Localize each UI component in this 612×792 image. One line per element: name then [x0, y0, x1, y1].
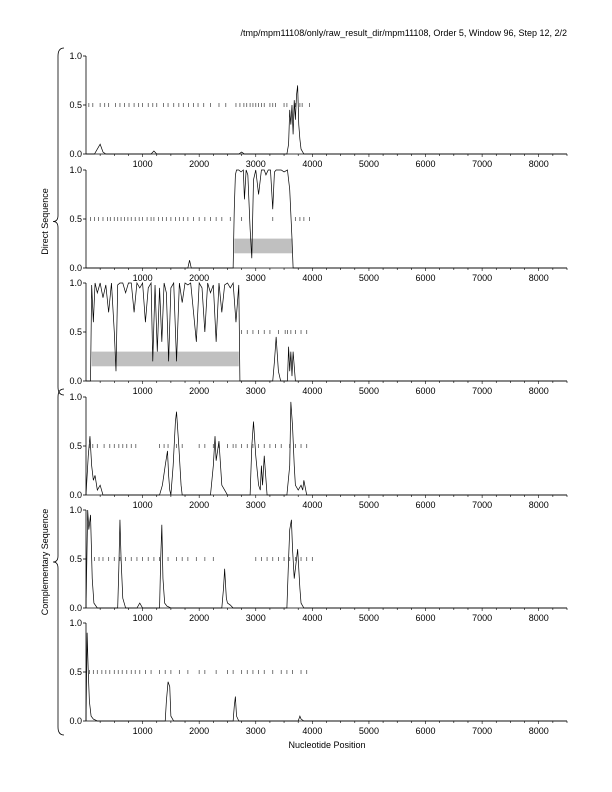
highlight-bar — [234, 239, 292, 254]
y-tick-label: 0.0 — [69, 376, 82, 386]
x-tick-label: 8000 — [528, 159, 549, 169]
x-tick-label: 5000 — [358, 159, 379, 169]
x-tick-label: 3000 — [245, 159, 266, 169]
x-tick-label: 2000 — [189, 613, 210, 623]
x-tick-label: 4000 — [302, 386, 323, 396]
panel-5 — [69, 505, 567, 623]
y-tick-label: 1.0 — [69, 278, 82, 288]
x-tick-label: 6000 — [415, 273, 436, 283]
x-tick-label: 7000 — [472, 500, 493, 510]
x-tick-label: 6000 — [415, 500, 436, 510]
series-line — [86, 633, 567, 721]
marker-group — [89, 444, 306, 448]
x-tick-label: 5000 — [358, 726, 379, 736]
x-tick-label: 4000 — [302, 273, 323, 283]
y-tick-label: 1.0 — [69, 618, 82, 628]
x-tick-label: 7000 — [472, 159, 493, 169]
marker-group — [91, 217, 310, 221]
x-tick-label: 1000 — [132, 273, 153, 283]
x-tick-label: 2000 — [189, 159, 210, 169]
y-tick-label: 0.0 — [69, 149, 82, 159]
x-tick-label: 7000 — [472, 613, 493, 623]
group-brace — [53, 48, 64, 395]
x-tick-label: 2000 — [189, 386, 210, 396]
x-tick-label: 1000 — [132, 159, 153, 169]
x-tick-label: 3000 — [245, 273, 266, 283]
group-brace — [53, 389, 64, 735]
y-tick-label: 1.0 — [69, 392, 82, 402]
x-tick-label: 4000 — [302, 613, 323, 623]
x-tick-label: 3000 — [245, 726, 266, 736]
y-tick-label: 0.5 — [69, 214, 82, 224]
panel-6 — [69, 618, 567, 736]
x-tick-label: 3000 — [245, 500, 266, 510]
series-line — [86, 85, 567, 154]
y-tick-label: 0.5 — [69, 441, 82, 451]
x-tick-label: 1000 — [132, 386, 153, 396]
y-tick-label: 0.0 — [69, 263, 82, 273]
highlight-bar — [92, 352, 239, 367]
y-tick-label: 0.5 — [69, 667, 82, 677]
x-tick-label: 5000 — [358, 386, 379, 396]
x-tick-label: 1000 — [132, 500, 153, 510]
x-tick-label: 5000 — [358, 613, 379, 623]
x-tick-label: 3000 — [245, 613, 266, 623]
x-tick-label: 1000 — [132, 726, 153, 736]
x-tick-label: 8000 — [528, 273, 549, 283]
marker-group — [94, 557, 312, 561]
x-tick-label: 8000 — [528, 613, 549, 623]
x-tick-label: 6000 — [415, 159, 436, 169]
x-tick-label: 2000 — [189, 726, 210, 736]
x-tick-label: 8000 — [528, 386, 549, 396]
series-line — [86, 510, 567, 608]
x-tick-label: 2000 — [189, 500, 210, 510]
x-tick-label: 8000 — [528, 726, 549, 736]
y-tick-label: 0.5 — [69, 100, 82, 110]
marker-group — [89, 103, 310, 107]
y-tick-label: 1.0 — [69, 165, 82, 175]
x-tick-label: 7000 — [472, 726, 493, 736]
marker-group — [242, 330, 307, 334]
x-tick-label: 3000 — [245, 386, 266, 396]
series-line — [86, 402, 567, 495]
x-tick-label: 7000 — [472, 273, 493, 283]
y-tick-label: 0.0 — [69, 716, 82, 726]
y-tick-label: 0.0 — [69, 603, 82, 613]
x-tick-label: 1000 — [132, 613, 153, 623]
group-label: Direct Sequence — [40, 188, 50, 255]
x-tick-label: 4000 — [302, 159, 323, 169]
y-tick-label: 1.0 — [69, 505, 82, 515]
x-tick-label: 5000 — [358, 273, 379, 283]
x-tick-label: 6000 — [415, 386, 436, 396]
chart-title: /tmp/mpm11108/only/raw_result_dir/mpm11108, Order 5, Window 96, Step 12, 2/2 — [240, 28, 567, 38]
y-tick-label: 0.5 — [69, 327, 82, 337]
x-tick-label: 8000 — [528, 500, 549, 510]
group-label: Complementary Sequence — [40, 508, 50, 616]
x-tick-label: 6000 — [415, 613, 436, 623]
panels — [69, 51, 567, 736]
panel-1 — [69, 51, 567, 169]
panel-3 — [69, 278, 567, 396]
y-tick-label: 0.5 — [69, 554, 82, 564]
x-tick-label: 4000 — [302, 726, 323, 736]
panel-4 — [69, 392, 567, 510]
x-tick-label: 4000 — [302, 500, 323, 510]
x-tick-label: 7000 — [472, 386, 493, 396]
marker-group — [89, 670, 306, 674]
y-tick-label: 0.0 — [69, 490, 82, 500]
x-tick-label: 6000 — [415, 726, 436, 736]
x-tick-label: 2000 — [189, 273, 210, 283]
panel-2 — [69, 165, 567, 283]
group-labels — [40, 48, 64, 735]
x-axis-title: Nucleotide Position — [288, 740, 366, 750]
x-tick-label: 5000 — [358, 500, 379, 510]
y-tick-label: 1.0 — [69, 51, 82, 61]
